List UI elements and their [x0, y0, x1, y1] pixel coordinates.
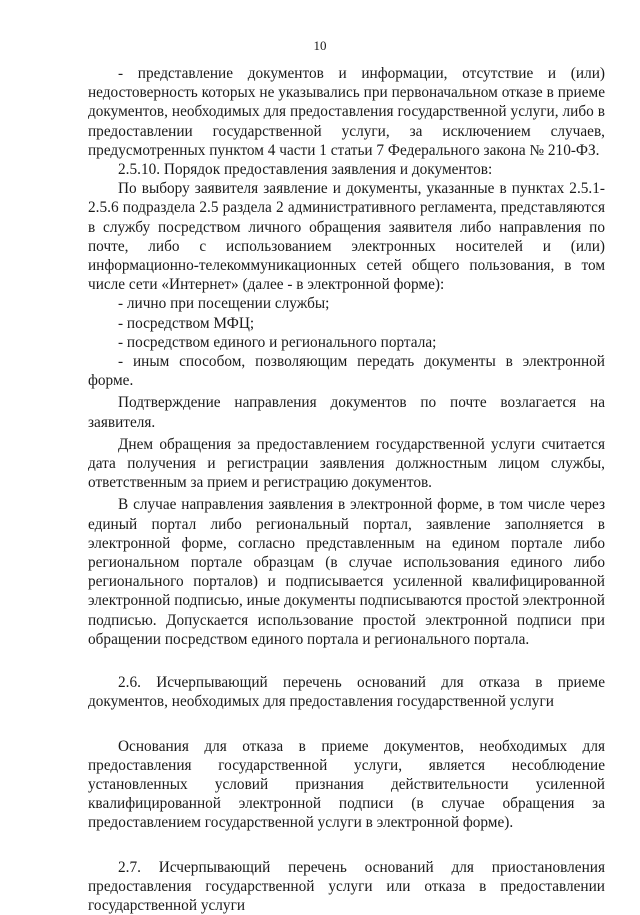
section-2-6-heading: 2.6. Исчерпывающий перечень оснований для отказа в приеме документов, необходимых для предоставления государственной услуги	[88, 674, 605, 711]
list-item-portal: - посредством единого и регионального портала;	[118, 333, 437, 351]
section-2-5-10-heading: 2.5.10. Порядок предоставления заявления и документов:	[118, 161, 493, 179]
list-item-mfc: - посредством МФЦ;	[118, 314, 255, 332]
paragraph-submission-options: По выбору заявителя заявление и документы, указанные в пунктах 2.5.1-2.5.6 подраздела 2.5 раздела 2 административного регламента, представляются в службу посредством личного обращения заявителя либо направления по почте, либо с использованием электронных носителей и (или) информационно-телекоммуникационных сетей общего пользования, в том числе сети «Интернет» (далее - в электронной форме):	[88, 180, 605, 294]
paragraph-document-submission-item: - представление документов и информации, отсутствие и (или) недостоверность которых не указывались при первоначальном отказе в приеме документов, необходимых для предоставления государственной услуги, либо в предоставлении государственной услуги, за исключением случаев, предусмотренных пунктом 4 части 1 статьи 7 Федерального закона № 210-ФЗ.	[88, 65, 605, 159]
paragraph-application-date: Днем обращения за предоставлением государственной услуги считается дата получения и регистрации заявления должностным лицом службы, ответственным за прием и регистрацию документов.	[88, 435, 605, 492]
paragraph-electronic-submission: В случае направления заявления в электронной форме, в том числе через единый портал либо региональный портал, заявление заполняется в электронной форме, согласно представленным на едином портале либо региональном портале образцам (в случае использования единого либо регионального порталов) и подписывается усиленной квалифицированной электронной подписью, иные документы подписываются простой электронной подписью. Допускается использование простой электронной подписи при обращении посредством единого портала и регионального портала.	[88, 496, 605, 648]
page-number: 10	[313, 38, 327, 53]
section-2-7-heading: 2.7. Исчерпывающий перечень оснований для приостановления предоставления государственной услуги или отказа в предоставлении государственной услуги	[88, 858, 605, 914]
paragraph-refusal-grounds: Основания для отказа в приеме документов, необходимых для предоставления государственной услуги, является несоблюдение установленных условий признания действительности усиленной квалифицированной электронной подписи (в случае обращения за предоставлением государственной услуги в электронной форме).	[88, 737, 605, 832]
list-item-in-person: - лично при посещении службы;	[118, 295, 330, 313]
list-item-other-electronic: - иным способом, позволяющим передать документы в электронной форме.	[88, 353, 605, 390]
document-body	[88, 64, 605, 915]
paragraph-mail-confirmation: Подтверждение направления документов по почте возлагается на заявителя.	[88, 394, 605, 431]
